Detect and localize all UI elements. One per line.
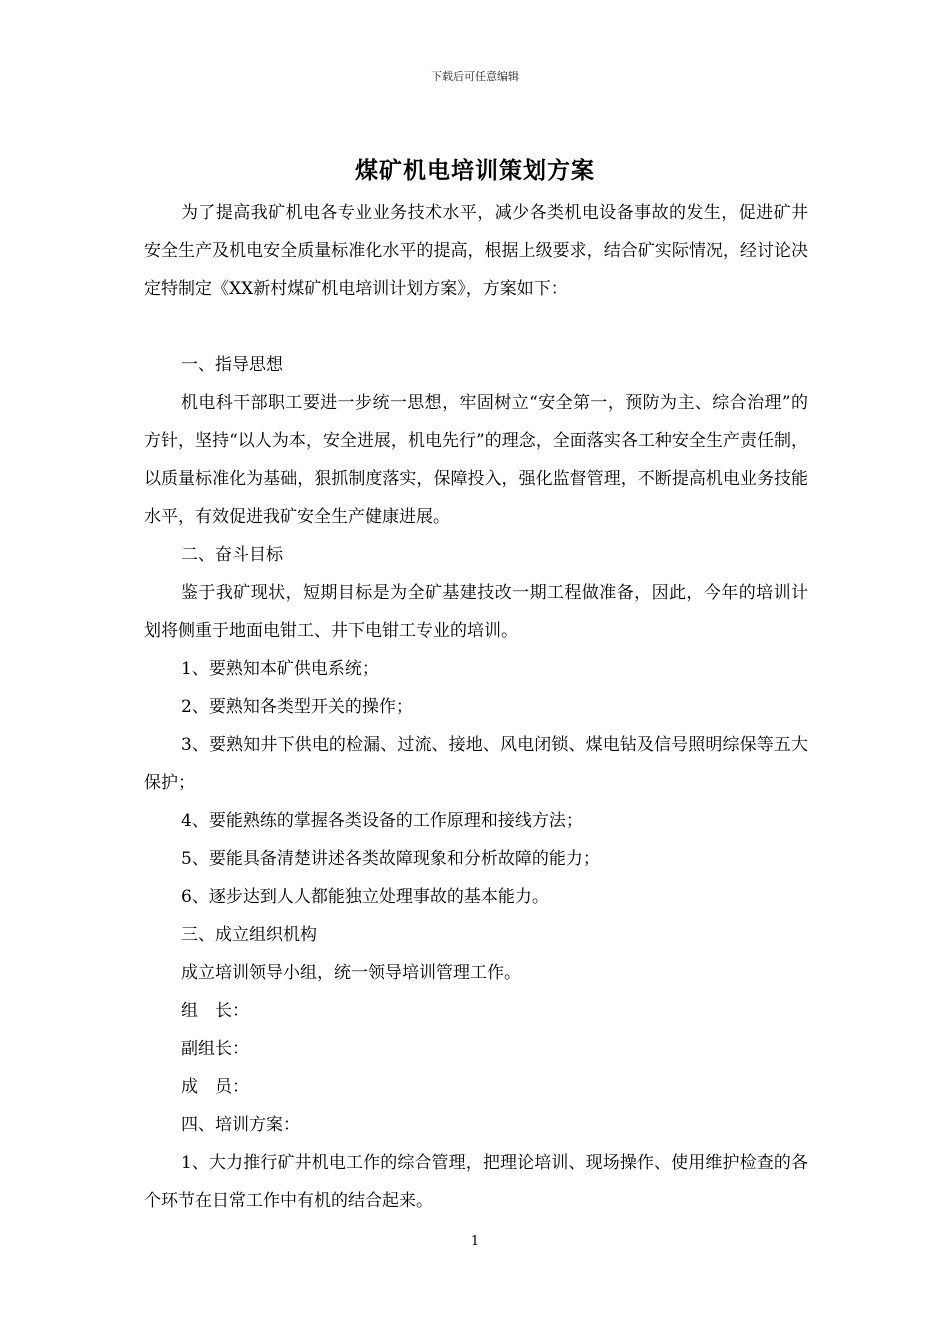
list-item: 6、逐步达到人人都能独立处理事故的基本能力。 bbox=[181, 887, 549, 907]
section-1-text: 机电科干部职工要进一步统一思想，牢固树立“安全第一，预防为主、综合治理”的方针，坚持“以人为本，安全进展，机电先行”的理念，全面落实各工种安全生产责任制，以质量标准化为基础，狠抓制度落实，保障投入，强化监督管理，不断提高机电业务技能水平，有效促进我矿安全生产健康进展。 bbox=[144, 393, 808, 527]
list-item: 2、要熟知各类型开关的操作； bbox=[181, 697, 413, 717]
role-deputy: 副组长： bbox=[181, 1039, 249, 1059]
section-2-heading: 二、奋斗目标 bbox=[181, 545, 283, 565]
blank-line bbox=[144, 308, 808, 346]
list-item: 1、要熟知本矿供电系统； bbox=[181, 659, 379, 679]
header-note: 下载后可任意编辑 bbox=[431, 70, 519, 83]
intro-paragraph: 为了提高我矿机电各专业业务技术水平，减少各类机电设备事故的发生，促进矿井安全生产及机电安全质量标准化水平的提高，根据上级要求，结合矿实际情况，经讨论决定特制定《XX新村煤矿机电培训计划方案》，方案如下： bbox=[144, 203, 808, 299]
document-body bbox=[144, 194, 808, 1220]
document-title: 煤矿机电培训策划方案 bbox=[355, 157, 595, 184]
section-2-text: 鉴于我矿现状，短期目标是为全矿基建技改一期工程做准备，因此，今年的培训计划将侧重于地面电钳工、井下电钳工专业的培训。 bbox=[144, 583, 808, 641]
role-leader: 组 长： bbox=[181, 1001, 249, 1021]
list-item: 3、要熟知井下供电的检漏、过流、接地、风电闭锁、煤电钻及信号照明综保等五大保护； bbox=[144, 735, 808, 793]
list-item: 5、要能具备清楚讲述各类故障现象和分析故障的能力； bbox=[181, 849, 600, 869]
section-3-heading: 三、成立组织机构 bbox=[181, 925, 317, 945]
role-members: 成 员： bbox=[181, 1077, 249, 1097]
section-1-heading: 一、指导思想 bbox=[181, 355, 283, 375]
page-number: 1 bbox=[470, 1234, 480, 1249]
section-4-item-1: 1、大力推行矿井机电工作的综合管理，把理论培训、现场操作、使用维护检查的各个环节在日常工作中有机的结合起来。 bbox=[144, 1153, 808, 1211]
section-4-heading: 四、培训方案： bbox=[181, 1115, 300, 1135]
section-3-text: 成立培训领导小组，统一领导培训管理工作。 bbox=[181, 963, 521, 983]
list-item: 4、要能熟练的掌握各类设备的工作原理和接线方法； bbox=[181, 811, 583, 831]
